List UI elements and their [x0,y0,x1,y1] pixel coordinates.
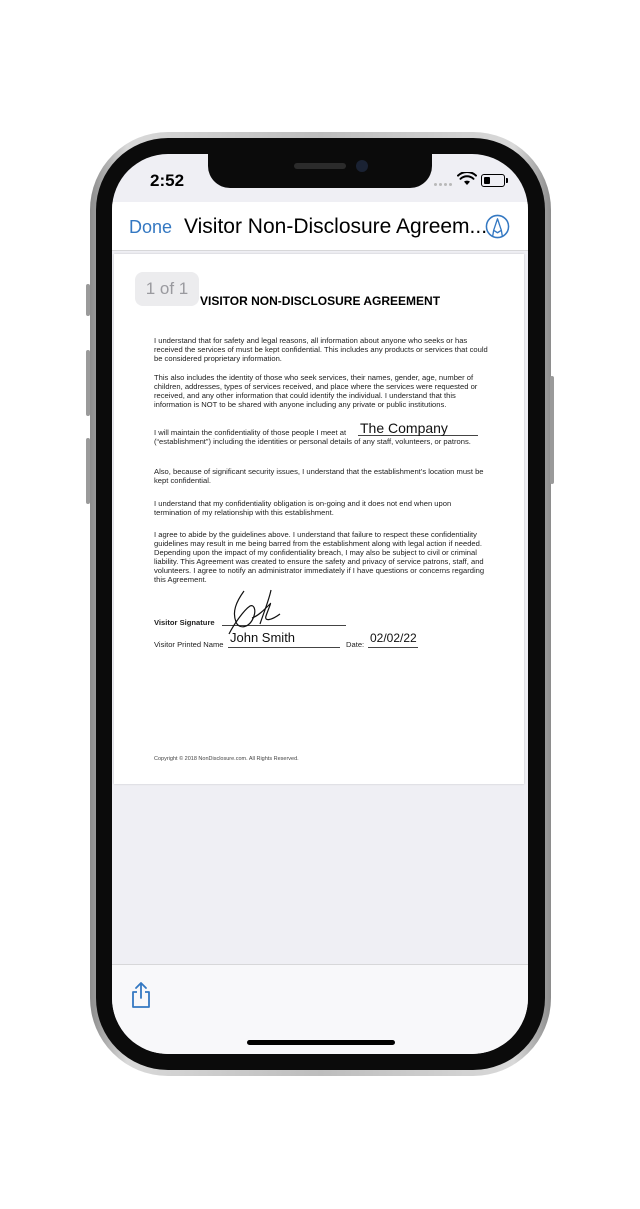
paragraph-2: This also includes the identity of those who seek services, their names, gender, age, number of children, addresses, types of services received, and place where the services were requested or received, and any other information that could identify the individual. I understand that this information is NOT to be shared with anyone including any private or public institutions. [154,373,478,409]
mute-switch [86,284,90,316]
notch [208,154,432,188]
done-button[interactable]: Done [129,217,173,237]
paragraph-1: I understand that for safety and legal reasons, all information about anyone who seeks or has received the services of must be kept confidential. This includes any products or services that could be considered proprietary information. [154,336,488,363]
wifi-icon [457,172,477,186]
page-indicator: 1 of 1 [135,272,199,306]
establishment-field[interactable]: The Company [360,420,448,436]
document-heading: VISITOR NON-DISCLOSURE AGREEMENT [200,294,441,308]
signature-label: Visitor Signature [154,618,215,627]
front-camera [356,160,368,172]
volume-up-button [86,350,90,416]
volume-down-button [86,438,90,504]
signal-icon [434,183,452,186]
paragraph-5: I understand that my confidentiality obligation is on-going and it does not end when upon termination of my relationship with this establishment. [154,499,452,517]
screen [112,154,528,1054]
bottom-toolbar [112,964,528,1054]
printed-name-field[interactable]: John Smith [230,630,296,645]
pdf-page [114,254,524,784]
date-field-line [368,647,418,648]
navigation-bar [112,202,528,251]
paragraph-3-lead: I will maintain the confidentiality of those people I meet at [154,428,347,437]
earpiece-speaker [294,163,346,169]
battery-icon [481,174,505,187]
status-time: 2:52 [150,171,185,190]
copyright-notice: Copyright © 2018 NonDisclosure.com. All Rights Reserved. [154,756,299,762]
date-label: Date: [346,640,365,649]
paragraph-6: I agree to abide by the guidelines above. I understand that failure to respect these confidentiality guidelines may result in me being barred from the establishment along with legal action if needed. Depending upon the impact of my confidentiality breach, I may also be subject to civil or criminal liability. This Agreement was created to ensure the safety and privacy of service patrons, staff, and volunteers. I agree to notify an administrator immediately if I have questions or concerns regarding this Agreement. [154,530,485,584]
markup-pen-icon[interactable] [485,214,510,239]
paragraph-4: Also, because of significant security issues, I understand that the establishment’s location must be kept confidential. [154,467,484,485]
document-title: Visitor Non-Disclosure Agreem... [184,215,488,238]
paragraph-3-rest: (“establishment”) including the identities or personal details of any staff, volunteers, or patrons. [154,437,471,446]
share-icon[interactable] [130,981,152,1009]
battery-tip [506,178,508,183]
power-button [550,376,554,484]
printed-name-field-line [228,647,340,648]
home-indicator [247,1040,395,1045]
printed-name-label: Visitor Printed Name [154,640,224,649]
date-field[interactable]: 02/02/22 [370,631,417,645]
